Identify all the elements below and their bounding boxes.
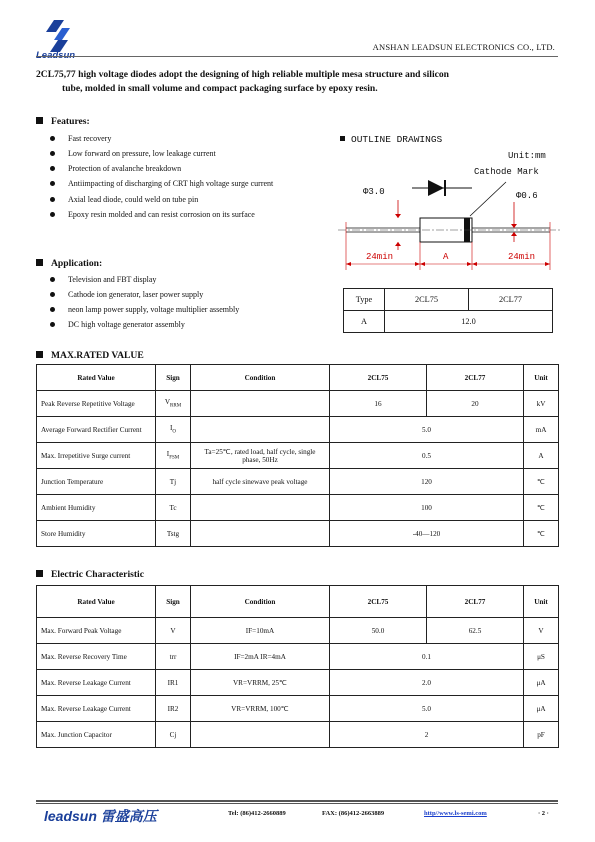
- table-cell: Type: [344, 289, 385, 311]
- table-header: 2CL77: [427, 365, 524, 391]
- diode-outline-drawing: [338, 170, 560, 275]
- table-cell: IF=10mA: [191, 618, 330, 644]
- table-header: Sign: [156, 365, 191, 391]
- table-row: [37, 417, 559, 443]
- table-cell: Max. Irrepetitive Surge current: [37, 443, 156, 469]
- table-cell: Tj: [156, 469, 191, 495]
- table-row: [37, 696, 559, 722]
- left-lead-length-label: 24min: [366, 252, 394, 262]
- list-item: DC high voltage generator assembly: [38, 317, 328, 332]
- table-cell: 2: [330, 722, 524, 748]
- table-cell: half cycle sinewave peak voltage: [191, 469, 330, 495]
- table-header: Rated Value: [37, 586, 156, 618]
- table-row: [37, 391, 559, 417]
- list-item: Antiimpacting of discharging of CRT high voltage surge current: [38, 176, 328, 192]
- square-bullet-icon: [36, 570, 43, 577]
- table-cell: 2.0: [330, 670, 524, 696]
- table-header: Condition: [191, 365, 330, 391]
- application-list: [38, 272, 328, 332]
- footer-logo: leadsun 雷盛高压: [44, 808, 157, 824]
- table-row: [37, 618, 559, 644]
- table-cell: ℃: [524, 469, 559, 495]
- outline-title: OUTLINE DRAWINGS: [340, 134, 442, 145]
- table-cell: 120: [330, 469, 524, 495]
- header-divider: [36, 56, 558, 57]
- list-item: Low forward on pressure, low leakage current: [38, 146, 328, 161]
- table-cell: $I_{FSM}$: [156, 443, 191, 469]
- table-cell: [191, 722, 330, 748]
- list-item: Television and FBT display: [38, 272, 328, 287]
- table-cell: pF: [524, 722, 559, 748]
- table-header: Unit: [524, 586, 559, 618]
- square-bullet-icon: [340, 136, 345, 141]
- body-length-label: A: [443, 252, 449, 262]
- table-header: Sign: [156, 586, 191, 618]
- table-row: [37, 521, 559, 547]
- electric-table: [36, 585, 559, 748]
- table-cell: 50.0: [330, 618, 427, 644]
- list-item: neon lamp power supply, voltage multiplier assembly: [38, 302, 328, 317]
- unit-label: Unit:mm: [508, 151, 546, 161]
- table-cell: VR=VRRM, 25℃: [191, 670, 330, 696]
- table-cell: Max. Reverse Leakage Current: [37, 696, 156, 722]
- footer-url-link[interactable]: http//www.ls-semi.com: [424, 810, 487, 817]
- table-cell: Max. Reverse Leakage Current: [37, 670, 156, 696]
- list-item: Axial lead diode, could weld on tube pin: [38, 192, 328, 207]
- table-cell: μS: [524, 644, 559, 670]
- table-row: [37, 644, 559, 670]
- table-cell: Ta=25℃, rated load, half cycle, single phase, 50Hz: [191, 443, 330, 469]
- table-cell: 0.5: [330, 443, 524, 469]
- table-cell: ℃: [524, 495, 559, 521]
- lead-diameter-label: Φ0.6: [516, 191, 538, 201]
- table-cell: 100: [330, 495, 524, 521]
- electric-heading: Electric Characteristic: [36, 569, 144, 580]
- table-row: [37, 495, 559, 521]
- table-header: 2CL75: [330, 586, 427, 618]
- features-list: [38, 131, 328, 222]
- type-dimension-table: [343, 288, 553, 333]
- table-cell: kV: [524, 391, 559, 417]
- max-rated-table: [36, 364, 559, 547]
- list-item: Fast recovery: [38, 131, 328, 146]
- table-cell: $V_{RRM}$: [156, 391, 191, 417]
- table-row: [37, 469, 559, 495]
- table-cell: $I_O$: [156, 417, 191, 443]
- features-heading: Features:: [36, 116, 90, 127]
- right-lead-length-label: 24min: [508, 252, 536, 262]
- table-row: [37, 443, 559, 469]
- table-cell: 2CL75: [385, 289, 469, 311]
- footer-tel: Tel: (86)412-2660889: [228, 810, 286, 817]
- footer-divider: [36, 800, 558, 802]
- table-cell: Tc: [156, 495, 191, 521]
- table-cell: VR=VRRM, 100℃: [191, 696, 330, 722]
- table-cell: Max. Forward Peak Voltage: [37, 618, 156, 644]
- table-cell: [191, 521, 330, 547]
- footer-divider-thin: [36, 803, 558, 804]
- table-cell: [191, 495, 330, 521]
- table-cell: Ambient Humidity: [37, 495, 156, 521]
- body-diameter-label: Φ3.0: [363, 187, 385, 197]
- max-rated-heading: MAX.RATED VALUE: [36, 350, 144, 361]
- table-row: [37, 722, 559, 748]
- table-cell: A: [524, 443, 559, 469]
- list-item: Protection of avalanche breakdown: [38, 161, 328, 176]
- list-item: Cathode ion generator, laser power supply: [38, 287, 328, 302]
- table-cell: 5.0: [330, 696, 524, 722]
- table-cell: Store Humidity: [37, 521, 156, 547]
- diode-symbol-icon: [428, 180, 444, 196]
- cathode-mark-label: Cathode Mark: [474, 167, 539, 177]
- table-cell: Junction Temperature: [37, 469, 156, 495]
- intro-line-1: 2CL75,77 high voltage diodes adopt the designing of high reliable multiple mesa structure and silicon: [36, 69, 450, 80]
- table-cell: 2CL77: [469, 289, 553, 311]
- table-cell: 20: [427, 391, 524, 417]
- table-cell: Max. Junction Capacitor: [37, 722, 156, 748]
- table-cell: IR1: [156, 670, 191, 696]
- table-cell: trr: [156, 644, 191, 670]
- table-cell: A: [344, 311, 385, 333]
- table-row: [37, 670, 559, 696]
- table-cell: IF=2mA IR=4mA: [191, 644, 330, 670]
- list-item: Epoxy resin molded and can resist corrosion on its surface: [38, 207, 328, 222]
- table-cell: mA: [524, 417, 559, 443]
- table-cell: V: [156, 618, 191, 644]
- table-cell: Tstg: [156, 521, 191, 547]
- table-cell: Peak Reverse Repetitive Voltage: [37, 391, 156, 417]
- intro-paragraph: [36, 68, 558, 96]
- intro-line-2: tube, molded in small volume and compact packaging surface by epoxy resin.: [62, 83, 378, 94]
- table-cell: IR2: [156, 696, 191, 722]
- table-header: 2CL77: [427, 586, 524, 618]
- table-cell: Cj: [156, 722, 191, 748]
- table-cell: ℃: [524, 521, 559, 547]
- table-cell: 16: [330, 391, 427, 417]
- table-cell: μA: [524, 696, 559, 722]
- square-bullet-icon: [36, 259, 43, 266]
- table-cell: V: [524, 618, 559, 644]
- table-cell: Average Forward Rectifier Current: [37, 417, 156, 443]
- square-bullet-icon: [36, 351, 43, 358]
- table-cell: 5.0: [330, 417, 524, 443]
- table-cell: [191, 391, 330, 417]
- table-cell: Max. Reverse Recovery Time: [37, 644, 156, 670]
- table-header: Unit: [524, 365, 559, 391]
- table-cell: 12.0: [385, 311, 553, 333]
- table-cell: -40—120: [330, 521, 524, 547]
- table-cell: 62.5: [427, 618, 524, 644]
- table-cell: [191, 417, 330, 443]
- footer-fax: FAX: (86)412-2663889: [322, 810, 385, 817]
- table-header: 2CL75: [330, 365, 427, 391]
- table-cell: 0.1: [330, 644, 524, 670]
- table-header: Condition: [191, 586, 330, 618]
- application-heading: Application:: [36, 258, 102, 269]
- table-cell: μA: [524, 670, 559, 696]
- table-header: Rated Value: [37, 365, 156, 391]
- page-number: · 2 ·: [538, 810, 549, 817]
- company-name: ANSHAN LEADSUN ELECTRONICS CO., LTD.: [372, 42, 555, 52]
- square-bullet-icon: [36, 117, 43, 124]
